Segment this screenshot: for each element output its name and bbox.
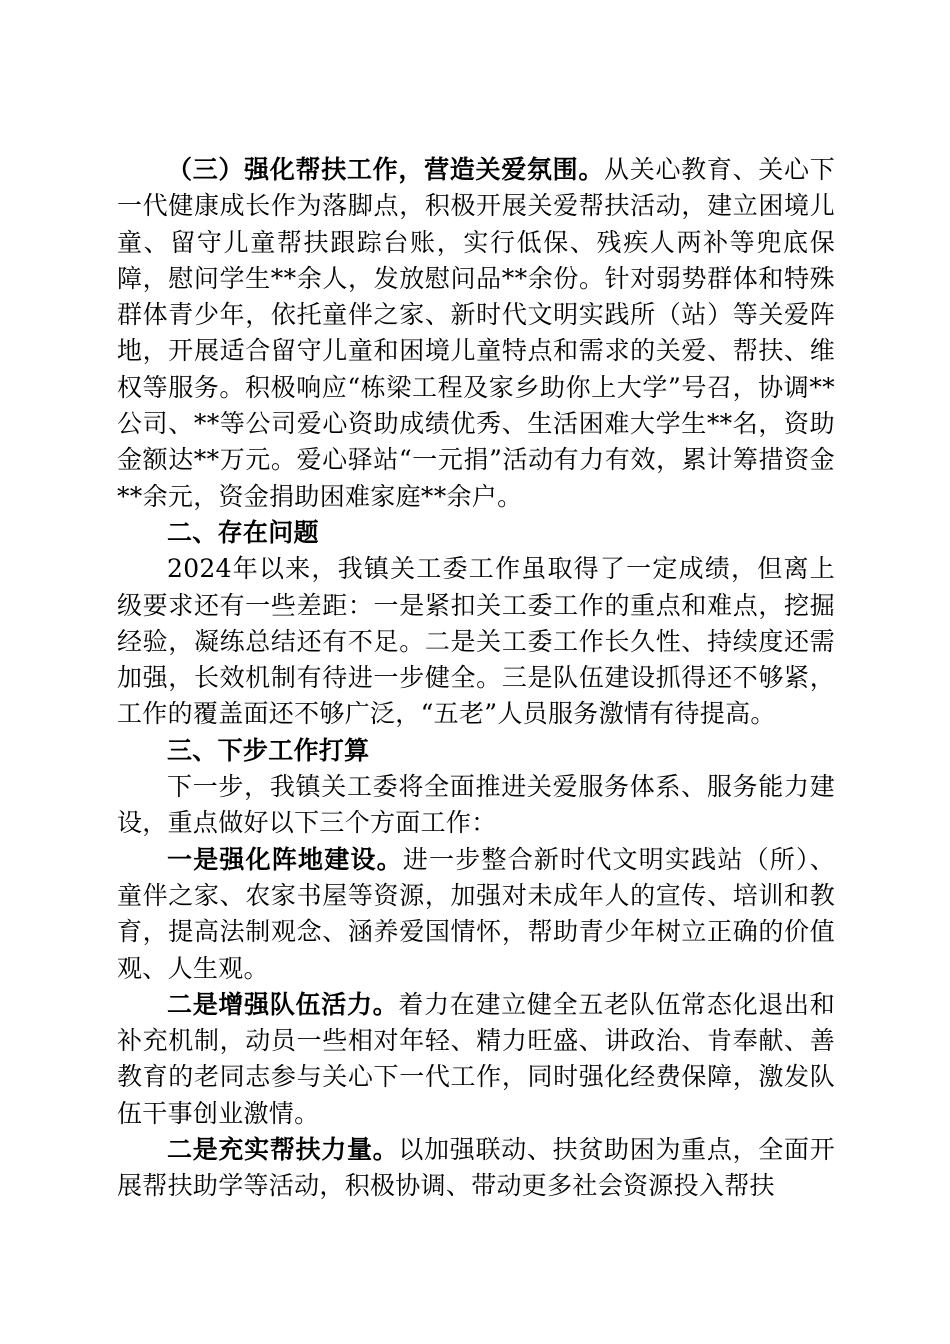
paragraph-body: 进一步整合新时代文明实践站（所）、童伴之家、农家书屋等资源，加强对未成年人的宣传、培训和教育，提高法制观念、涵养爱国情怀，帮助青少年树立正确的价值观、人生观。 bbox=[117, 844, 835, 983]
paragraph-lead: 二是充实帮扶力量。 bbox=[167, 1135, 399, 1165]
paragraph-problems bbox=[117, 551, 835, 732]
paragraph-body: 下一步，我镇关工委将全面推进关爱服务体系、服务能力建设，重点做好以下三个方面工作： bbox=[117, 772, 835, 838]
paragraph-lead: 二是增强队伍活力。 bbox=[167, 989, 399, 1019]
paragraph-body: 2024年以来，我镇关工委工作虽取得了一定成绩，但离上级要求还有一些差距：一是紧扣关工委工作的重点和难点，挖掘经验，凝练总结还有不足。二是关工委工作长久性、持续度还需加强，长效机制有待进一步健全。三是队伍建设抓得还不够紧，工作的覆盖面还不够广泛，“五老”人员服务激情有待提高。 bbox=[117, 554, 835, 729]
paragraph-lead: （三）强化帮扶工作，营造关爱氛围。 bbox=[167, 155, 605, 184]
paragraph-body: 从关心教育、关心下一代健康成长作为落脚点，积极开展关爱帮扶活动，建立困境儿童、留守儿童帮扶跟踪台账，实行低保、残疾人两补等兜底保障，慰问学生**余人，发放慰问品**余份。针对弱势群体和特殊群体青少年，依托童伴之家、新时代文明实践所（站）等关爱阵地，开展适合留守儿童和困境儿童特点和需求的关爱、帮扶、维权等服务。积极响应“栋梁工程及家乡助你上大学”号召，协调**公司、**等公司爱心资助成绩优秀、生活困难大学生**名，资助金额达**万元。爱心驿站“一元捐”活动有力有效，累计筹措资金**余元，资金捐助困难家庭**余户。 bbox=[117, 155, 835, 511]
paragraph-next-steps-intro bbox=[117, 769, 835, 842]
section-heading-next-steps: 三、下步工作打算 bbox=[167, 735, 370, 765]
document-page bbox=[117, 152, 835, 1205]
paragraph-support-work bbox=[117, 152, 835, 515]
paragraph-support-strength bbox=[117, 1132, 835, 1205]
paragraph-team-vitality bbox=[117, 987, 835, 1132]
paragraph-position-building bbox=[117, 842, 835, 987]
paragraph-body: 以加强联动、扶贫助困为重点，全面开展帮扶助学等活动，积极协调、带动更多社会资源投入帮扶 bbox=[117, 1135, 835, 1201]
paragraph-body: 着力在建立健全五老队伍常态化退出和补充机制，动员一些相对年轻、精力旺盛、讲政治、肯奉献、善教育的老同志参与关心下一代工作，同时强化经费保障，激发队伍干事创业激情。 bbox=[117, 989, 835, 1128]
paragraph-lead: 一是强化阵地建设。 bbox=[167, 844, 403, 874]
section-heading-problems: 二、存在问题 bbox=[167, 517, 319, 547]
